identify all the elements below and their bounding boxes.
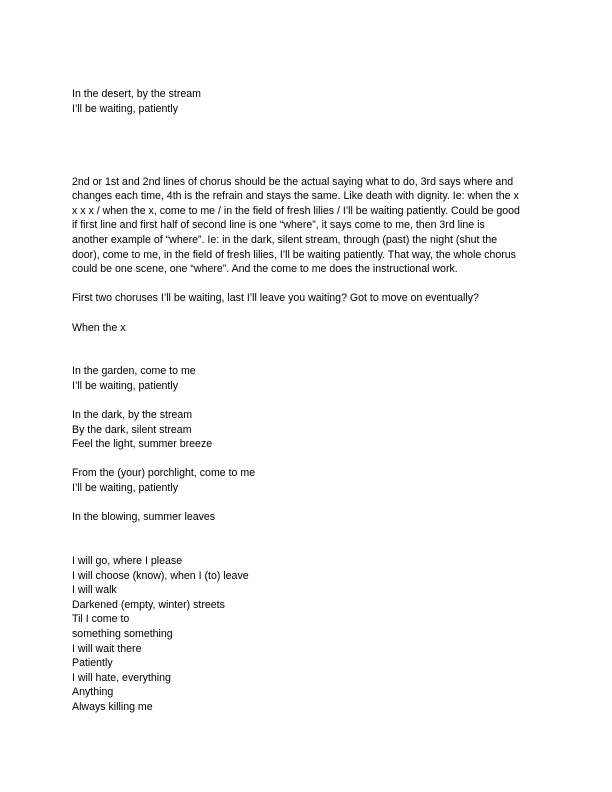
lyric-block-desert [72,87,542,116]
spacer [72,496,542,511]
lyric-line: I will go, where I please [72,555,183,568]
lyric-line: From the (your) porchlight, come to me [72,467,256,480]
spacer [72,306,542,321]
lyric-line: By the dark, silent stream [72,423,192,436]
notes-line: changes each time, 4th is the refrain and stays the same. Like death with dignity. Ie: when the x [72,190,519,203]
notes-line: could be one scene, one “where”. And the come to me does the instructional work. [72,263,458,276]
lyric-line: I will hate, everything [72,671,171,684]
lyric-line: I will wait there [72,642,142,655]
choruses-note: First two choruses I’ll be waiting, last I’ll leave you waiting? Got to move on eventually? [72,292,479,305]
lyric-line: Til I come to [72,613,130,626]
lyric-line: I will walk [72,584,117,597]
lyric-block-dark [72,408,542,452]
lyric-block-verse [72,554,542,715]
lyric-line: Feel the light, summer breeze [72,438,213,451]
lyric-block-porchlight [72,466,542,495]
lyric-line: Darkened (empty, winter) streets [72,598,225,611]
lyric-block-garden [72,364,542,393]
lyric-line: In the desert, by the stream [72,88,201,100]
notes-paragraph [72,175,542,277]
lyric-line: something something [72,627,173,640]
lyric-block-leaves [72,510,542,525]
notes-line: 2nd or 1st and 2nd lines of chorus should be the actual saying what to do, 3rd says where and [72,175,514,188]
lyric-line: In the blowing, summer leaves [72,511,216,524]
lyric-line: I’ll be waiting, patiently [72,379,178,392]
notes-line: if first line and first half of second line is one “where”, it says come to me, then 3rd line is [72,219,485,232]
lyric-line: I will choose (know), when I (to) leave [72,569,249,582]
spacer [72,452,542,467]
lyric-line: I’ll be waiting, patiently [72,482,178,495]
when-line: When the x [72,321,126,334]
lyric-line: Anything [72,686,114,699]
spacer [72,335,542,364]
lyric-line: Patiently [72,657,113,670]
spacer [72,116,542,174]
spacer [72,277,542,292]
notes-line: door), come to me, in the field of fresh lilies, I’ll be waiting patiently. That way, the whole chorus [72,248,516,261]
notes-line: another example of “where”. Ie: in the dark, silent stream, through (past) the night (shut the [72,233,498,246]
spacer [72,525,542,554]
document-body [72,87,542,715]
lyric-line: I’ll be waiting, patiently [72,102,178,115]
lyric-line: Always killing me [72,700,153,713]
spacer [72,393,542,408]
lyric-line: In the dark, by the stream [72,409,193,422]
lyric-line: In the garden, come to me [72,365,196,378]
notes-line: x x x / when the x, come to me / in the field of fresh lilies / I’ll be waiting patiently. Could be good [72,204,520,217]
